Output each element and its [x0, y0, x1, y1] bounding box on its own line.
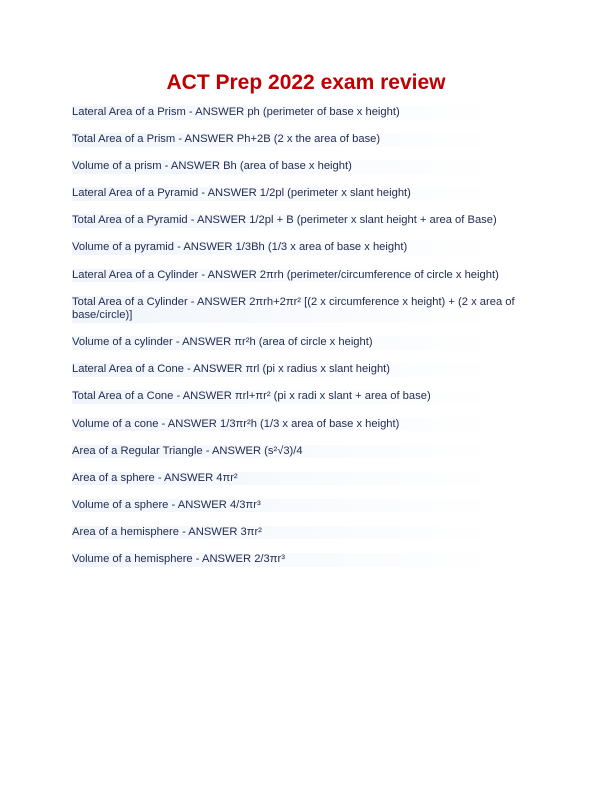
question-text: Total Area of a Prism — [72, 133, 176, 146]
question-text: Volume of a hemisphere — [72, 553, 193, 565]
question-text: Lateral Area of a Cylinder — [72, 268, 199, 281]
answer-text: ANSWER ph (perimeter of base x height) — [195, 106, 400, 118]
question-text: Volume of a prism — [72, 160, 162, 173]
list-item — [72, 187, 548, 201]
answer-text: ANSWER Ph+2B (2 x the area of base) — [184, 133, 381, 146]
question-text: Area of a hemisphere — [72, 525, 179, 538]
question-text: Total Area of a Pyramid — [72, 214, 188, 227]
answer-text: ANSWER 3πr² — [188, 525, 262, 538]
answer-separator: - — [187, 295, 197, 308]
answer-text: ANSWER (s²√3)/4 — [211, 444, 303, 457]
question-text: Volume of a sphere — [72, 498, 169, 511]
list-item — [72, 296, 548, 323]
question-text: Lateral Area of a Pyramid — [72, 187, 199, 200]
list-item — [72, 214, 548, 228]
question-text: Total Area of a Cone — [72, 390, 174, 403]
answer-separator: - — [161, 160, 171, 173]
list-item — [72, 445, 548, 459]
answer-separator: - — [173, 390, 183, 403]
answer-text: ANSWER Bh (area of base x height) — [170, 160, 352, 173]
list-item — [72, 269, 548, 283]
question-text: Volume of a cone — [72, 417, 159, 430]
answer-separator: - — [183, 363, 194, 376]
list-item — [72, 553, 548, 567]
answer-text: ANSWER 4/3πr³ — [177, 498, 261, 511]
list-item — [72, 472, 548, 486]
answer-separator: - — [172, 336, 183, 349]
question-text: Lateral Area of a Prism — [72, 106, 186, 118]
list-item — [72, 390, 548, 404]
list-item — [72, 160, 548, 174]
question-text: Area of a Regular Triangle — [72, 444, 203, 457]
answer-separator: - — [198, 268, 208, 281]
answer-text: ANSWER 2πrh+2πr² [(2 x circumference x height) + (2 x area of base/circle)] — [72, 295, 515, 322]
question-text: Area of a sphere — [72, 471, 155, 484]
answer-separator: - — [173, 241, 184, 254]
answer-separator: - — [187, 214, 197, 227]
answer-separator: - — [202, 444, 212, 457]
answer-text: ANSWER πrl+πr² (pi x radi x slant + area of base) — [182, 390, 431, 403]
answer-separator: - — [158, 417, 168, 430]
qa-list — [72, 106, 548, 580]
list-item — [72, 363, 548, 377]
answer-text: ANSWER πr²h (area of circle x height) — [182, 336, 373, 349]
answer-separator: - — [168, 498, 178, 511]
question-text: Volume of a cylinder — [72, 336, 173, 349]
answer-separator: - — [154, 471, 165, 484]
list-item — [72, 499, 548, 513]
list-item — [72, 526, 548, 540]
answer-separator: - — [175, 133, 185, 146]
question-text: Lateral Area of a Cone — [72, 363, 184, 376]
answer-text: ANSWER 1/3πr²h (1/3 x area of base x height) — [167, 417, 400, 430]
list-item — [72, 336, 548, 350]
answer-separator: - — [192, 553, 202, 565]
list-item — [72, 133, 548, 147]
list-item — [72, 418, 548, 432]
answer-text: ANSWER 4πr² — [164, 471, 238, 484]
answer-separator: - — [178, 525, 189, 538]
answer-text: ANSWER 1/3Bh (1/3 x area of base x height) — [183, 241, 408, 254]
answer-text: ANSWER 1/2pl (perimeter x slant height) — [207, 187, 411, 200]
list-item — [72, 106, 548, 120]
answer-text: ANSWER 1/2pl + B (perimeter x slant height + area of Base) — [197, 214, 497, 227]
list-item — [72, 241, 548, 255]
answer-text: ANSWER 2/3πr³ — [201, 553, 285, 565]
answer-text: ANSWER 2πrh (perimeter/circumference of circle x height) — [207, 268, 499, 281]
question-text: Volume of a pyramid — [72, 241, 174, 254]
question-text: Total Area of a Cylinder — [72, 295, 188, 308]
answer-separator: - — [185, 106, 196, 118]
answer-text: ANSWER πrl (pi x radius x slant height) — [193, 363, 391, 376]
page-title: ACT Prep 2022 exam review — [166, 71, 446, 94]
answer-separator: - — [198, 187, 208, 200]
